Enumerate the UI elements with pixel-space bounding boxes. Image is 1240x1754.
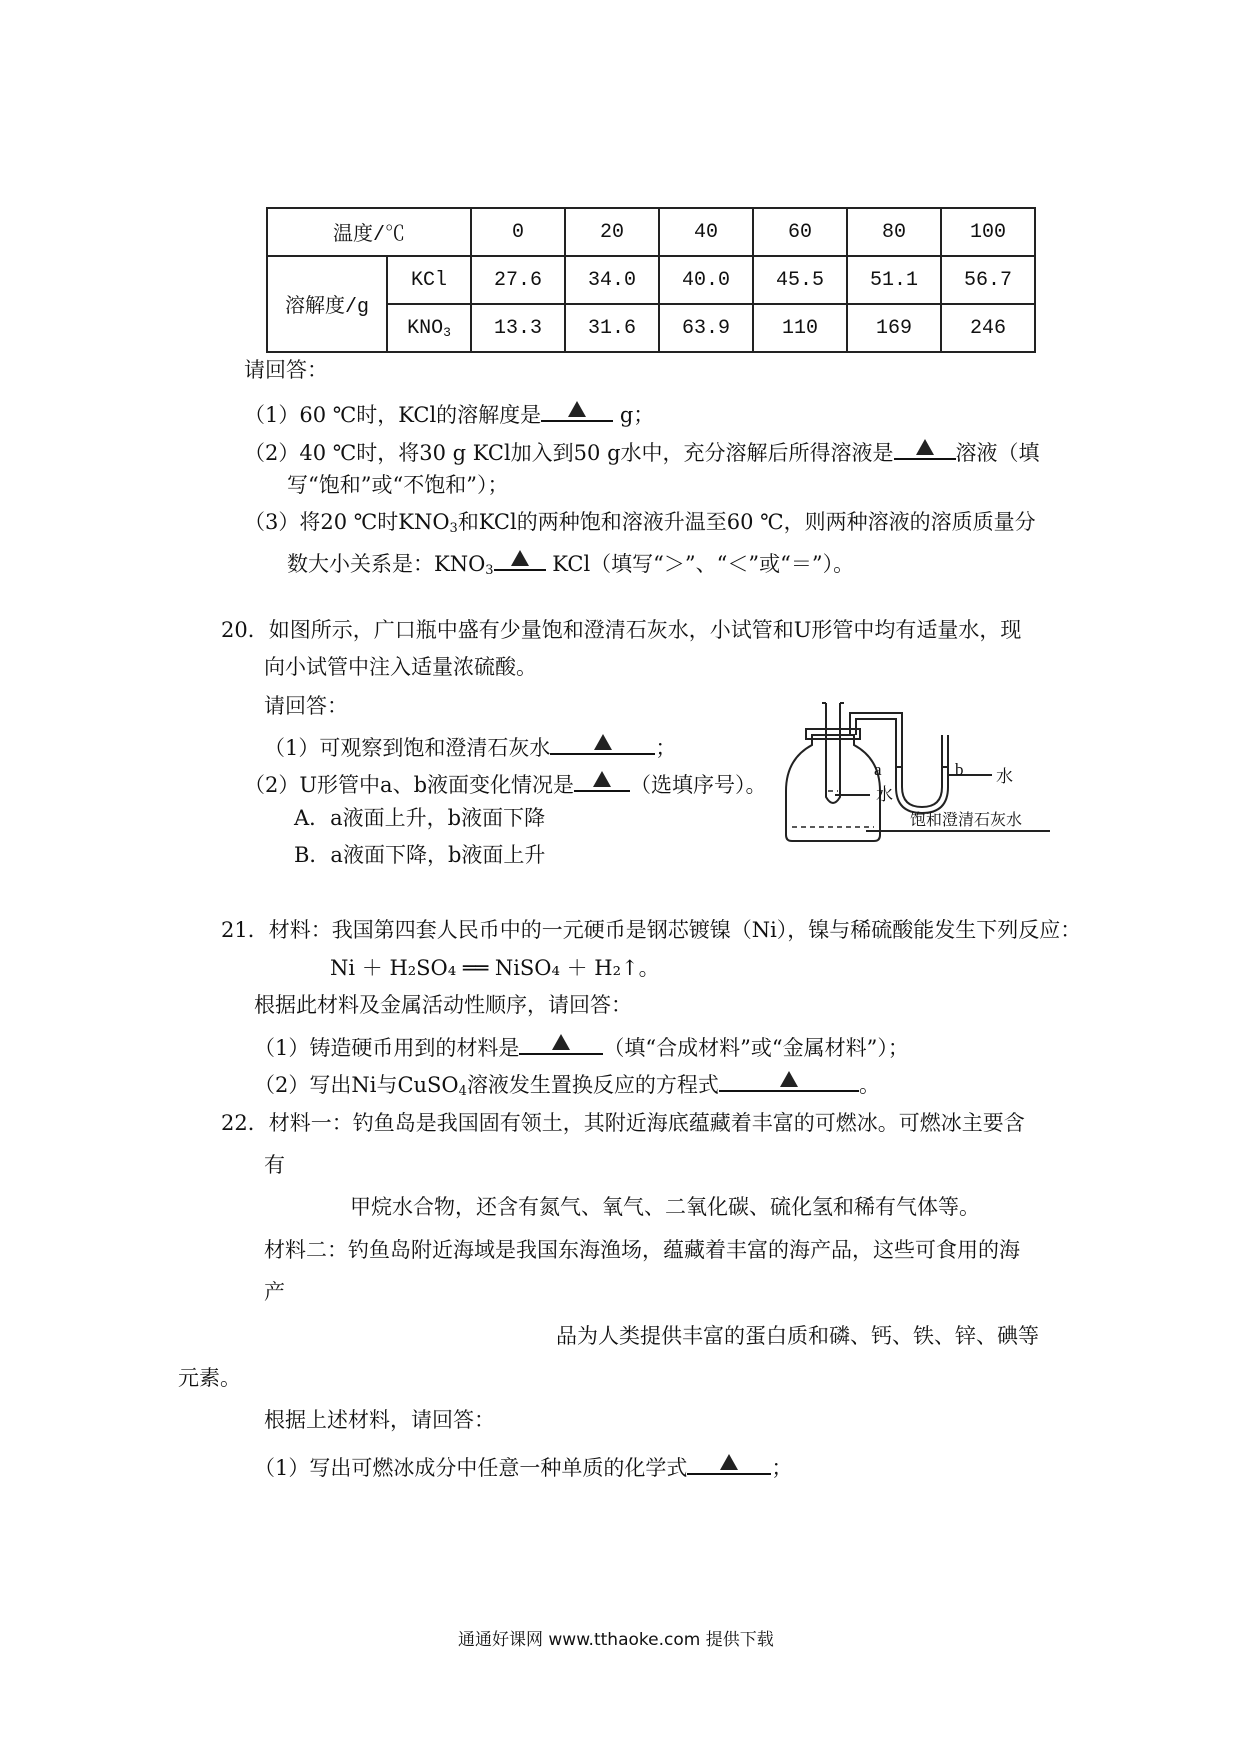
q21-part2: （2）写出Ni与CuSO$_4$溶液发生置换反应的方程式 。 [254,1070,880,1098]
temp-cell: 0 [471,208,565,256]
q22-intro: 根据上述材料，请回答： [264,1408,495,1432]
kno3-value: 246 [941,304,1035,352]
q22-line1: 22．材料一：钓鱼岛是我国固有领土，其附近海底蕴藏着丰富的可燃冰。可燃冰主要含 [221,1111,1025,1135]
answer-blank[interactable] [550,733,655,755]
solubility-label: 溶解度/g [267,256,387,352]
q22-part1 [254,1453,792,1479]
test-tube [826,703,840,803]
kcl-value: 27.6 [471,256,565,304]
q22-p1-text: （1）写出可燃冰成分中任意一种单质的化学式 [254,1456,688,1480]
q20-stem: 20．如图所示，广口瓶中盛有少量饱和澄清石灰水，小试管和U形管中均有适量水，现 [221,618,1022,642]
q19-p1-text: （1）60 ℃时，KCl的溶解度是 [244,403,542,427]
kno3-value: 31.6 [565,304,659,352]
q21-p2-text: （2）写出Ni与CuSO [254,1073,459,1097]
triangle-icon [552,1034,570,1050]
label-a: a [874,760,882,779]
q20-part2 [244,770,767,796]
q19-p3-text-c: KCl（填写“＞”、“＜”或“＝”）。 [552,552,855,576]
apparatus-figure [770,695,1070,870]
triangle-icon [594,734,612,750]
temp-header: 温度/℃ [267,208,471,256]
triangle-icon [568,401,586,417]
kno3-label [387,304,471,352]
answer-blank[interactable] [494,549,546,571]
triangle-icon [511,550,529,566]
q20-intro: 请回答： [264,694,348,718]
kcl-value: 51.1 [847,256,941,304]
q19-p3-text-b: 和KCl的两种饱和溶液升温至60 ℃，则两种溶液的溶质质量分 [457,510,1036,534]
bottle-outline [786,735,880,841]
q22-line2: 有 [264,1153,285,1177]
q19-part3: （3）将20 ℃时$KNO_3$和KCl的两种饱和溶液升温至60 ℃，则两种溶液的溶质质量分 [244,510,1036,536]
q21-p1-end: （填“合成材料”或“金属材料”）； [603,1036,909,1060]
q19-part2 [244,438,1040,464]
answer-blank[interactable] [519,1033,603,1055]
label-water-tube: 水 [876,785,893,805]
kno3-value: 169 [847,304,941,352]
temp-cell: 40 [659,208,753,256]
q20-p2-text: （2）U形管中a、b液面变化情况是 [244,773,575,797]
q20-part1 [264,733,676,759]
q19-part1 [244,400,654,426]
temp-cell: 20 [565,208,659,256]
temp-cell: 60 [753,208,847,256]
q19-p3-kno3: 数大小关系是：KNO [287,552,486,576]
temp-cell: 80 [847,208,941,256]
kcl-value: 40.0 [659,256,753,304]
triangle-icon [780,1071,798,1087]
answer-blank[interactable] [894,438,956,460]
triangle-icon [593,771,611,787]
kno3-main: KNO [407,316,444,340]
answer-blank[interactable] [687,1453,771,1475]
q19-part3-cont: 数大小关系是：$KNO_3$ KCl（填写“＞”、“＜”或“＝”）。 [287,549,854,577]
label-water-u: 水 [996,767,1013,787]
q20-p1-end: ； [655,736,677,760]
q19-intro: 请回答： [244,358,328,382]
q21-p2-end: 。 [858,1073,880,1097]
q19-part2-cont: 写“饱和”或“不饱和”）； [287,473,509,497]
kcl-value: 45.5 [753,256,847,304]
kcl-value: 34.0 [565,256,659,304]
q21-equation: Ni ＋ H₂SO₄ ══ NiSO₄ ＋ H₂↑。 [330,956,660,980]
answer-blank[interactable] [719,1070,859,1092]
kno3-value: 110 [753,304,847,352]
kcl-value: 56.7 [941,256,1035,304]
kno3-value: 63.9 [659,304,753,352]
q22-line6: 品为人类提供丰富的蛋白质和磷、钙、铁、锌、碘等 [556,1324,1039,1348]
q22-line7: 元素。 [178,1366,241,1390]
q21-part1 [254,1033,909,1059]
label-limewater: 饱和澄清石灰水 [910,810,1023,829]
q21-p1-text: （1）铸造硬币用到的材料是 [254,1036,520,1060]
q20-option-a: A．a液面上升，b液面下降 [294,806,546,830]
q20-option-b: B．a液面下降，b液面上升 [294,843,546,867]
q20-p2-end: （选填序号）。 [630,773,767,797]
q19-p2-text-b: 溶液（填 [955,441,1040,465]
answer-blank[interactable] [541,400,613,422]
q22-p1-end: ； [771,1456,793,1480]
label-b: b [955,760,964,779]
q19-p3-text: （3）将20 ℃时KNO [244,510,450,534]
q20-stem-cont: 向小试管中注入适量浓硫酸。 [264,655,537,679]
solubility-table [266,207,1036,353]
q22-line5: 产 [264,1280,285,1304]
page-footer: 通通好课网 www.tthaoke.com 提供下载 [458,1630,774,1650]
q20-p1-text: （1）可观察到饱和澄清石灰水 [264,736,551,760]
kno3-value: 13.3 [471,304,565,352]
kno3-sub: 3 [443,324,451,340]
q22-line4: 材料二：钓鱼岛附近海域是我国东海渔场，蕴藏着丰富的海产品，这些可食用的海 [264,1238,1020,1262]
triangle-icon [916,439,934,455]
q21-intro: 根据此材料及金属活动性顺序，请回答： [254,993,632,1017]
triangle-icon [720,1454,738,1470]
temp-cell: 100 [941,208,1035,256]
answer-blank[interactable] [574,770,630,792]
kcl-label: KCl [387,256,471,304]
q19-p1-unit: g； [619,403,655,427]
q19-p2-text: （2）40 ℃时，将30 g KCl加入到50 g水中，充分溶解后所得溶液是 [244,441,894,465]
q21-stem: 21．材料：我国第四套人民币中的一元硬币是钢芯镀镍（Ni），镍与稀硫酸能发生下列反应： [221,918,1082,942]
q21-p2-text-b: 溶液发生置换反应的方程式 [466,1073,719,1097]
q22-line3: 甲烷水合物，还含有氮气、氧气、二氧化碳、硫化氢和稀有气体等。 [350,1195,980,1219]
